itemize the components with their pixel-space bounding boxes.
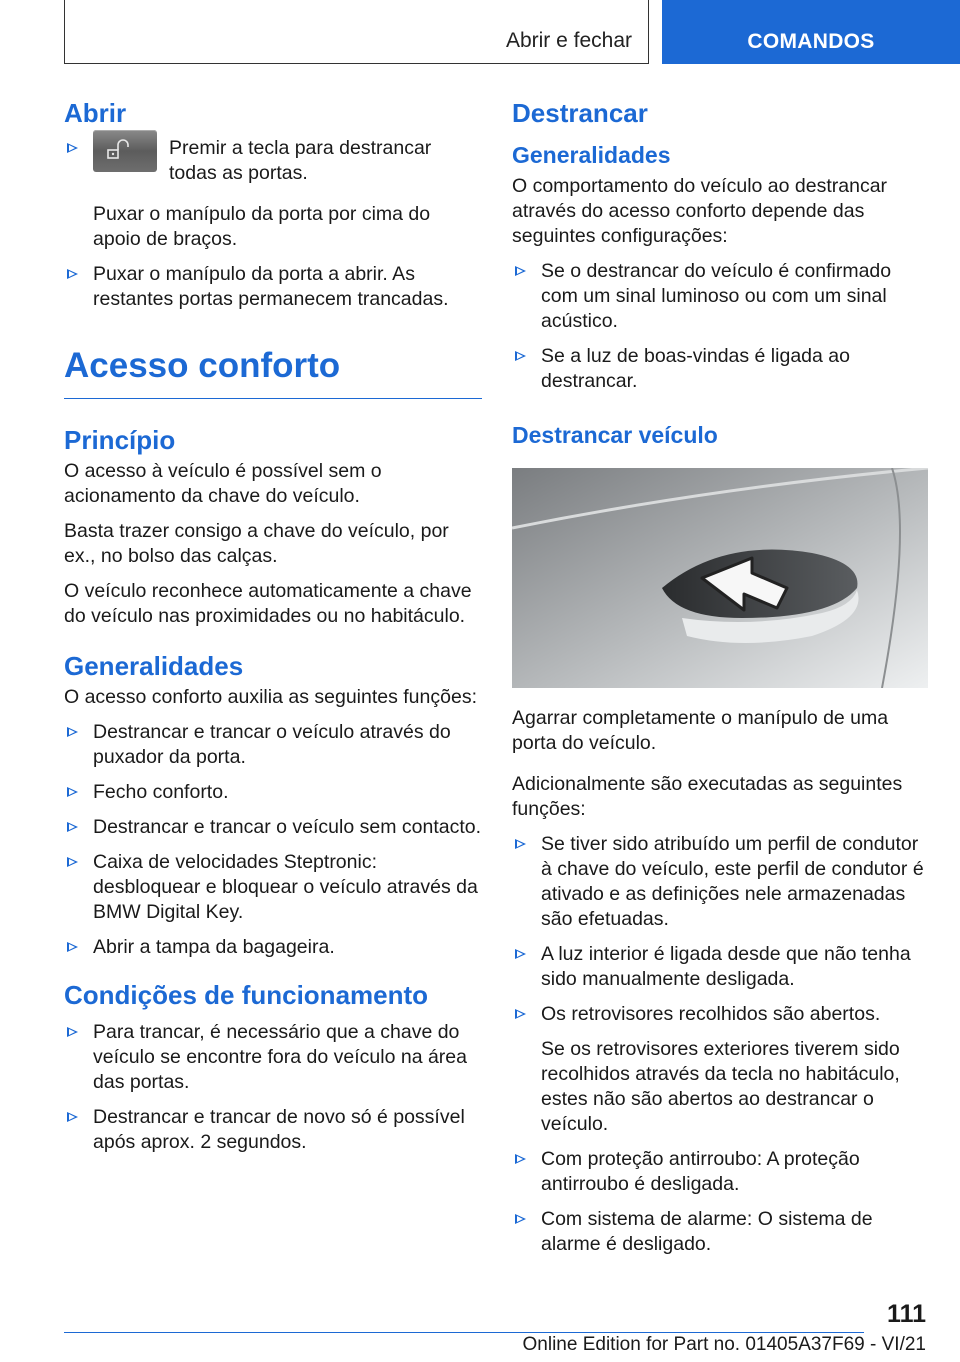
list-item [512, 1147, 928, 1197]
triangle-bullet-icon [67, 727, 78, 737]
list-item-text: Se o destrancar do veículo é confirmado com um sinal luminoso ou com um sinal acústico. [541, 260, 892, 332]
list-item [64, 780, 482, 805]
destrancar-generalidades-paragraph: O comportamento do veículo ao destrancar através do acesso conforto depende das seguintes configurações: [512, 175, 888, 247]
list-item [512, 832, 928, 932]
list-item-text: Para trancar, é necessário que a chave do veículo se encontre fora do veículo na área das portas. [93, 1021, 467, 1093]
triangle-bullet-icon [67, 857, 78, 867]
generalidades-list [64, 720, 482, 960]
list-item-text: Se a luz de boas-vindas é ligada ao destrancar. [541, 345, 850, 392]
retrovisores-note: Se os retrovisores exteriores tiverem sido recolhidos através da tecla no habitáculo, estes não são abertos ao destrancar o veículo. [541, 1038, 900, 1135]
left-column [64, 96, 482, 1165]
destrancar-paragraph-1: Agarrar completamente o manípulo de uma porta do veículo. [512, 707, 889, 754]
footer-edition: Online Edition for Part no. 01405A37F69 - VI/21 [522, 1334, 926, 1355]
triangle-bullet-icon [67, 1112, 78, 1122]
list-item-text: Os retrovisores recolhidos são abertos. [541, 1003, 881, 1025]
triangle-bullet-icon [67, 269, 78, 279]
heading-abrir: Abrir [64, 98, 127, 128]
list-item [512, 1002, 928, 1137]
triangle-bullet-icon [515, 266, 526, 276]
list-item [64, 720, 482, 770]
principio-paragraph-3: O veículo reconhece automaticamente a chave do veículo nas proximidades ou no habitáculo. [64, 580, 472, 627]
triangle-bullet-icon [515, 1009, 526, 1019]
list-item-text: Abrir a tampa da bagageira. [93, 936, 335, 958]
list-item [64, 815, 482, 840]
list-item-text: Com proteção antirroubo: A proteção antirroubo é desligada. [541, 1148, 860, 1195]
list-item [512, 344, 928, 394]
heading-destrancar: Destrancar [512, 98, 648, 128]
unlock-button-icon [93, 130, 157, 172]
heading-condicoes: Condições de funcionamento [64, 980, 429, 1010]
generalidades-intro: O acesso conforto auxilia as seguintes funções: [64, 686, 477, 708]
heading-acesso-conforto: Acesso conforto [64, 344, 482, 399]
list-item-text: Com sistema de alarme: O sistema de alarme é desligado. [541, 1208, 873, 1255]
page-number: 111 [887, 1300, 926, 1328]
principio-paragraph-2: Basta trazer consigo a chave do veículo, por ex., no bolso das calças. [64, 520, 449, 567]
heading-generalidades-left: Generalidades [64, 651, 244, 681]
chapter-title: COMANDOS [747, 30, 875, 53]
triangle-bullet-icon [515, 1154, 526, 1164]
list-item [64, 1105, 482, 1155]
abrir-item1-sub: Puxar o manípulo da porta por cima do apoio de braços. [93, 203, 431, 250]
destrancar-generalidades-list [512, 259, 928, 394]
heading-destrancar-veiculo: Destrancar veículo [512, 422, 718, 448]
list-item-text: Destrancar e trancar o veículo através do puxador da porta. [93, 721, 451, 768]
list-item-text: Destrancar e trancar o veículo sem contacto. [93, 816, 482, 838]
list-item-text: Caixa de velocidades Steptronic: desbloquear e bloquear o veículo através da BMW Digital Key. [93, 851, 478, 923]
footer-divider [64, 1332, 864, 1333]
heading-generalidades-right: Generalidades [512, 142, 671, 168]
list-item [64, 935, 482, 960]
triangle-bullet-icon [515, 351, 526, 361]
triangle-bullet-icon [515, 949, 526, 959]
list-item [64, 850, 482, 925]
triangle-bullet-icon [67, 1027, 78, 1037]
principio-paragraph-1: O acesso à veículo é possível sem o acionamento da chave do veículo. [64, 460, 382, 507]
door-handle-arrow-icon [512, 468, 928, 688]
triangle-bullet-icon [67, 822, 78, 832]
abrir-item2-text: Puxar o manípulo da porta a abrir. As restantes portas permanecem trancadas. [93, 263, 449, 310]
list-item [64, 136, 482, 192]
section-title: Abrir e fechar [505, 29, 632, 52]
triangle-bullet-icon [67, 143, 78, 153]
destrancar-functions-list [512, 832, 928, 1257]
abrir-item1-text: Premir a tecla para destrancar todas as portas. [169, 137, 432, 184]
header-chapter-box [662, 0, 960, 64]
right-column [512, 96, 928, 1267]
condicoes-list [64, 1020, 482, 1155]
triangle-bullet-icon [67, 787, 78, 797]
header-section-box [64, 0, 649, 64]
triangle-bullet-icon [67, 942, 78, 952]
list-item-text: Fecho conforto. [93, 781, 229, 803]
list-item-text: A luz interior é ligada desde que não tenha sido manualmente desligada. [541, 943, 911, 990]
list-item-sub [64, 202, 482, 252]
heading-principio: Princípio [64, 425, 176, 455]
list-item [64, 1020, 482, 1095]
abrir-list [64, 136, 482, 312]
triangle-bullet-icon [515, 1214, 526, 1224]
list-item [512, 259, 928, 334]
list-item-text: Se tiver sido atribuído um perfil de condutor à chave do veículo, este perfil de condutor é ativado e as definições nele armazenadas são efetuadas. [541, 833, 924, 930]
list-item [512, 942, 928, 992]
list-item [64, 262, 482, 312]
list-item-text: Destrancar e trancar de novo só é possível após aprox. 2 segundos. [93, 1106, 465, 1153]
destrancar-paragraph-2: Adicionalmente são executadas as seguintes funções: [512, 773, 903, 820]
triangle-bullet-icon [515, 839, 526, 849]
list-item [512, 1207, 928, 1257]
